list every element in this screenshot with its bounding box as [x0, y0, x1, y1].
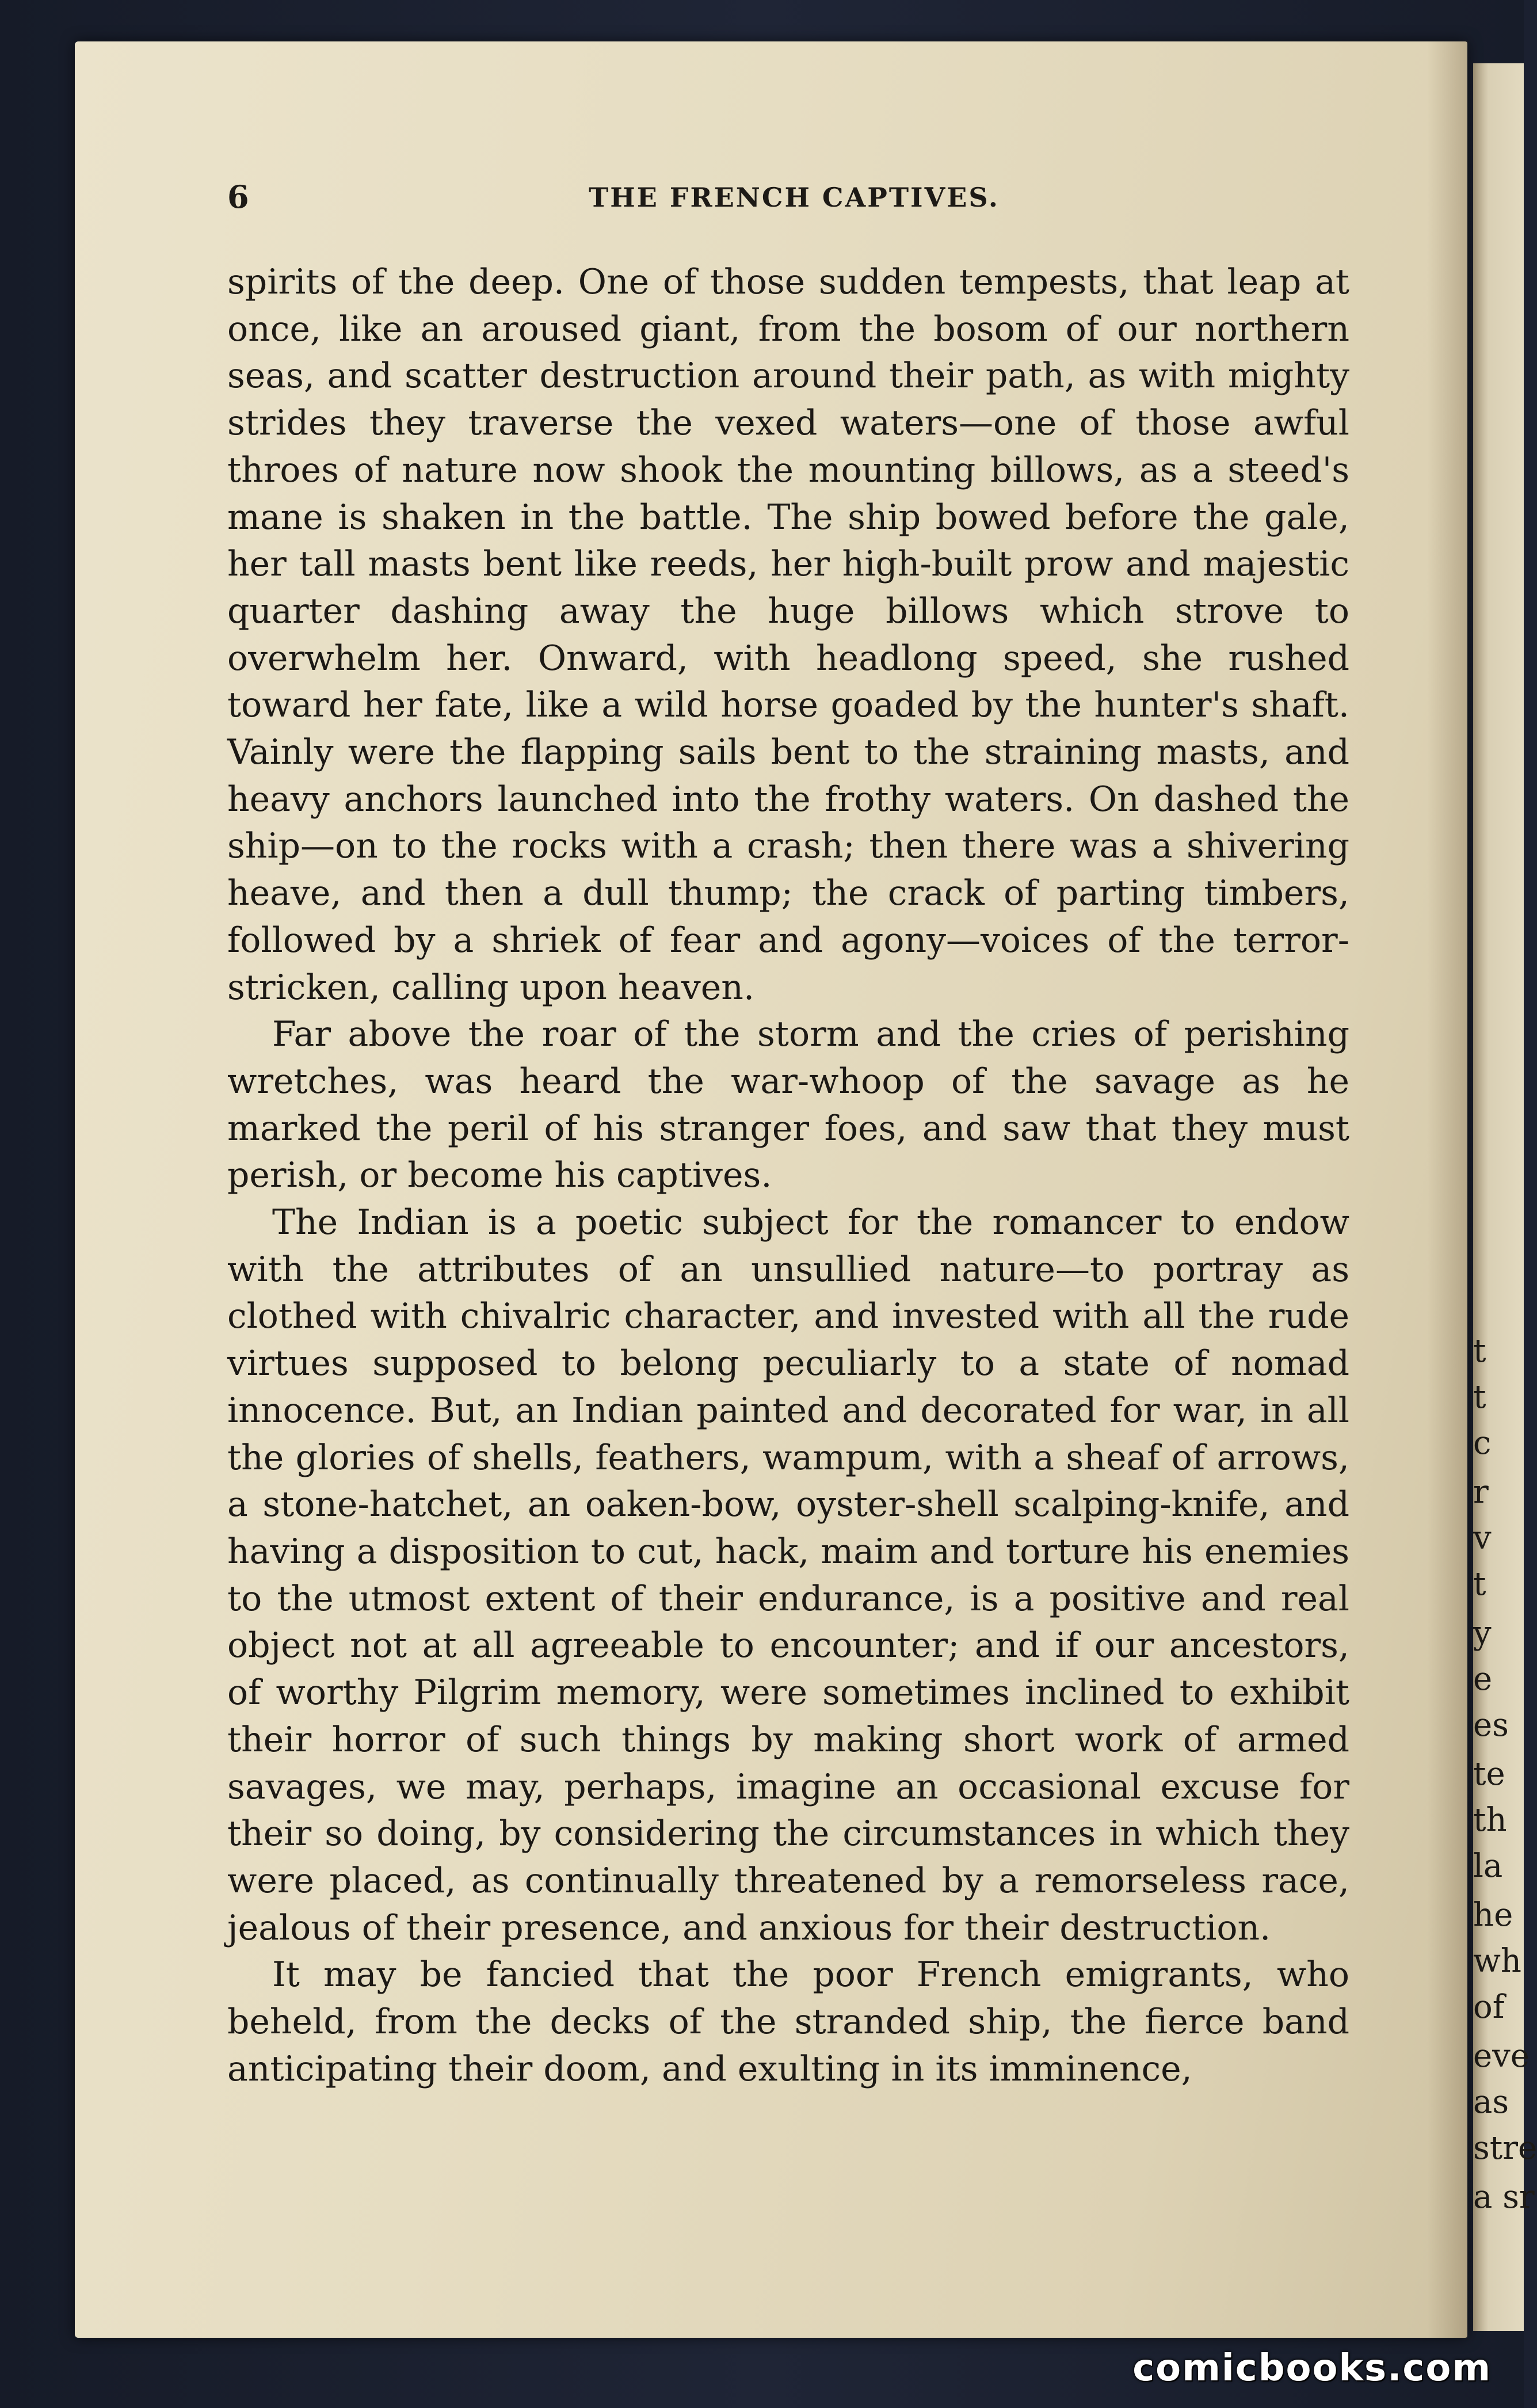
adjacent-page-fragment: as — [1473, 2083, 1509, 2121]
paragraph: It may be fancied that the poor French emigrants, who beheld, from the decks of the stranded ship, the fierce band anticipating their doom, and exulting in its imminence, — [227, 1954, 1349, 2089]
paragraph: Far above the roar of the storm and the cries of perishing wretches, was heard the war-whoop of the savage as he marked the peril of his stranger foes, and saw that they must perish, or become his captives. — [227, 1014, 1349, 1196]
adjacent-page-fragment: es — [1473, 1706, 1509, 1744]
adjacent-page-fragment: stre — [1473, 2129, 1537, 2167]
adjacent-page-fragment: c — [1473, 1424, 1492, 1462]
adjacent-page-fragment: la — [1473, 1847, 1503, 1885]
adjacent-page-fragment: e — [1473, 1660, 1493, 1698]
page-header — [227, 178, 1361, 219]
adjacent-page-fragment: v — [1473, 1519, 1492, 1557]
adjacent-page-fragment: te — [1473, 1755, 1505, 1793]
adjacent-page-fragment: y — [1473, 1614, 1492, 1652]
running-head: THE FRENCH CAPTIVES. — [589, 182, 1000, 213]
adjacent-page-fragment: r — [1473, 1473, 1489, 1511]
adjacent-page-fragment: a sr — [1473, 2178, 1535, 2216]
adjacent-page-fragment: t — [1473, 1378, 1486, 1416]
adjacent-page-fragment: t — [1473, 1565, 1486, 1603]
watermark-logo: comicbooks.com — [1132, 2347, 1492, 2390]
adjacent-page-fragment: wh — [1473, 1942, 1521, 1980]
adjacent-page-fragment: t — [1473, 1332, 1486, 1370]
paragraph: spirits of the deep. One of those sudden tempests, that leap at once, like an aroused giant, from the bosom of our northern seas, and scatter destruction around their path, as with mighty strides they traverse the vexed waters—one of those awful throes of nature now shook the mounting billows, as a steed's mane is shaken in the battle. The ship bowed before the gale, her tall masts bent like reeds, her high-built prow and majestic quarter dashing away the huge billows which strove to overwhelm her. Onward, with headlong speed, she rushed toward her fate, like a wild horse goaded by the hunter's shaft. Vainly were the flapping sails bent to the straining masts, and heavy anchors launched into the frothy waters. On dashed the ship—on to the rocks with a crash; then there was a shivering heave, and then a dull thump; the crack of parting timbers, followed by a shriek of fear and agony—voices of the terror-stricken, calling upon heaven. — [227, 262, 1349, 1008]
adjacent-page-fragment: th — [1473, 1801, 1507, 1839]
page-number: 6 — [227, 178, 249, 215]
adjacent-page-edge — [1473, 63, 1537, 2331]
adjacent-page-fragment: eve — [1473, 2037, 1530, 2075]
paragraph: The Indian is a poetic subject for the romancer to endow with the attributes of an unsullied nature—to portray as clothed with chivalric character, and invested with all the rude virtues supposed to belong peculiarly to a state of nomad innocence. But, an Indian painted and decorated for war, in all the glories of shells, feathers, wampum, with a sheaf of arrows, a stone-hatchet, an oaken-bow, oyster-shell scalping-knife, and having a disposition to cut, hack, maim and torture his enemies to the utmost extent of their endurance, is a positive and real object not at all agreeable to encounter; and if our ancestors, of worthy Pilgrim memory, were sometimes inclined to exhibit their horror of such things by making short work of armed savages, we may, perhaps, imagine an occasional excuse for their so doing, by considering the circumstances in which they were placed, as continually threatened by a remorseless race, jealous of their presence, and anxious for their destruction. — [227, 1202, 1349, 1948]
body-text — [227, 259, 1349, 2239]
adjacent-page-fragment: of — [1473, 1988, 1505, 2026]
adjacent-page-fragment: he — [1473, 1896, 1513, 1934]
